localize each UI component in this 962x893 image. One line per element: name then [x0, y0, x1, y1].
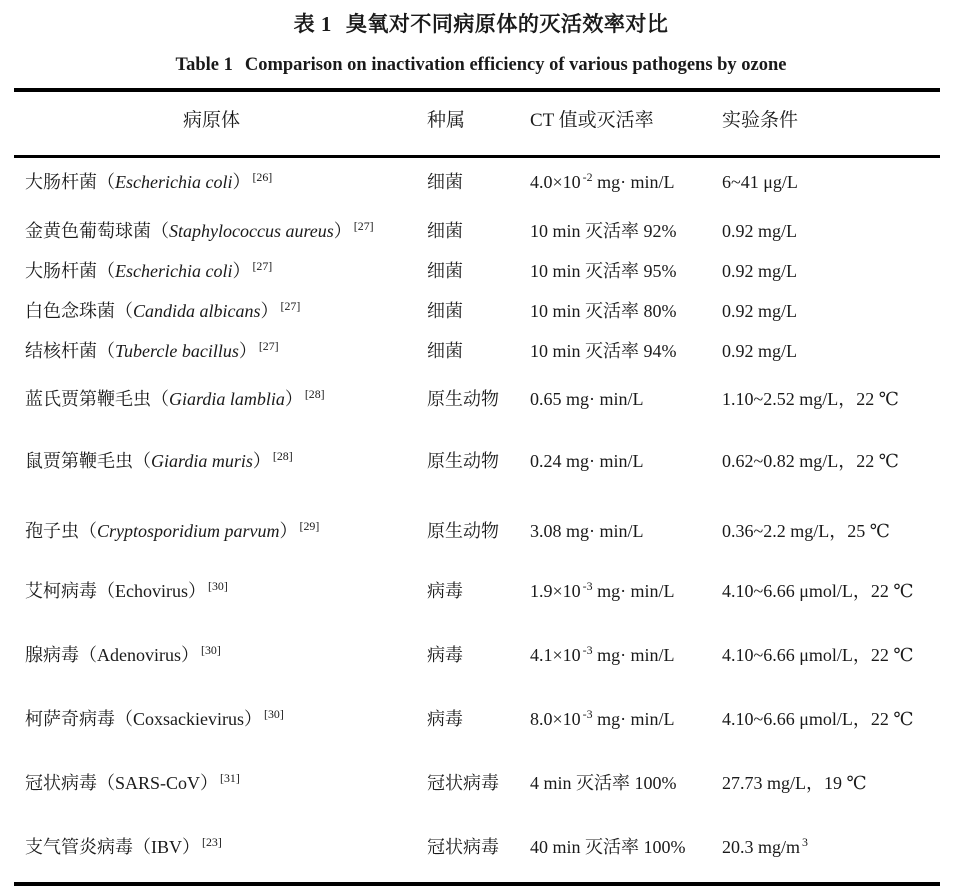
ct-mantissa: 4.1×10	[530, 645, 581, 665]
paren-close: ）	[238, 341, 257, 361]
table-row	[0, 216, 962, 246]
cell-ct-value: 40 min 灭活率 100%	[530, 837, 686, 857]
cell-genus: 原生动物	[427, 389, 499, 409]
cell-genus: 细菌	[427, 261, 463, 281]
paren-close: ）	[284, 389, 303, 409]
cell-conditions: 0.62~0.82 mg/L，22 ℃	[722, 451, 899, 471]
cell-pathogen	[25, 768, 420, 798]
table-number-english: Table 1	[175, 55, 233, 75]
cell-pathogen	[25, 296, 420, 326]
pathogen-name-chinese: 大肠杆菌	[25, 261, 97, 281]
paren-open: （	[97, 341, 115, 361]
cell-ct-value	[530, 704, 720, 734]
pathogen-name-latin: Giardia lamblia	[169, 389, 285, 409]
pathogen-name-latin: Adenovirus	[97, 645, 181, 665]
paren-open: （	[151, 389, 169, 409]
pathogen-name-latin: Giardia muris	[151, 451, 253, 471]
paren-close: ）	[200, 773, 219, 793]
cell-conditions: 27.73 mg/L，19 ℃	[722, 773, 867, 793]
pathogen-name-chinese: 大肠杆菌	[25, 172, 97, 192]
table-header-rule	[14, 155, 940, 158]
reference-marker: [28]	[304, 387, 325, 401]
paren-open: （	[97, 581, 115, 601]
cell-conditions	[722, 832, 957, 862]
paren-close: ）	[182, 837, 200, 857]
table-row	[0, 832, 962, 862]
paren-open: （	[97, 261, 115, 281]
pathogen-name-chinese: 蓝氏贾第鞭毛虫	[25, 389, 151, 409]
table-row	[0, 516, 962, 546]
paren-close: ）	[232, 172, 251, 192]
table-row	[0, 336, 962, 366]
reference-marker: [30]	[201, 643, 221, 657]
reference-marker: [29]	[299, 519, 320, 533]
cell-pathogen	[25, 640, 420, 670]
ct-unit: mg· min/L	[592, 581, 675, 601]
cell-conditions: 0.92 mg/L	[722, 221, 797, 241]
cell-pathogen	[25, 216, 420, 246]
paren-close: ）	[333, 221, 352, 241]
reference-marker: [31]	[220, 771, 240, 785]
column-header-conditions: 实验条件	[722, 110, 799, 131]
cell-pathogen	[25, 832, 420, 862]
paren-close: ）	[181, 645, 199, 665]
table-row	[0, 296, 962, 326]
reference-marker: [23]	[202, 835, 222, 849]
cell-ct-value: 10 min 灭活率 95%	[530, 261, 677, 281]
table-row	[0, 167, 962, 197]
pathogen-name-latin: IBV	[151, 837, 182, 857]
cell-genus: 原生动物	[427, 521, 499, 541]
table-title-chinese: 臭氧对不同病原体的灭活效率对比	[345, 12, 669, 36]
pathogen-name-latin: Cryptosporidium parvum	[97, 521, 280, 541]
pathogen-name-chinese: 白色念珠菌	[25, 301, 115, 321]
cell-ct-value: 10 min 灭活率 92%	[530, 221, 677, 241]
pathogen-name-chinese: 鼠贾第鞭毛虫	[25, 451, 133, 471]
column-header-ct-value: CT 值或灭活率	[530, 110, 654, 131]
paren-open: （	[115, 709, 133, 729]
cell-pathogen	[25, 256, 420, 286]
ct-exponent: -3	[582, 579, 593, 593]
paren-open: （	[79, 645, 97, 665]
pathogen-name-chinese: 结核杆菌	[25, 341, 97, 361]
column-header-pathogen: 病原体	[182, 110, 240, 131]
cell-ct-value	[530, 640, 720, 670]
table-number-chinese: 表 1	[293, 12, 332, 36]
table-row	[0, 256, 962, 286]
conditions-exponent: 3	[802, 835, 808, 849]
paren-open: （	[97, 773, 115, 793]
conditions-base: 20.3 mg/m	[722, 837, 801, 857]
reference-marker: [30]	[263, 707, 284, 721]
cell-ct-value: 3.08 mg· min/L	[530, 521, 644, 541]
cell-pathogen	[25, 704, 420, 734]
pathogen-name-chinese: 腺病毒	[25, 645, 79, 665]
reference-marker: [30]	[207, 579, 228, 593]
pathogen-name-chinese: 金黄色葡萄球菌	[25, 221, 151, 241]
table-row	[0, 384, 962, 414]
pathogen-name-latin: Escherichia coli	[115, 172, 233, 192]
ct-unit: mg· min/L	[592, 709, 675, 729]
table-row	[0, 576, 962, 606]
cell-ct-value: 0.65 mg· min/L	[530, 389, 644, 409]
table-row	[0, 704, 962, 734]
cell-conditions: 0.92 mg/L	[722, 341, 797, 361]
cell-pathogen	[25, 516, 420, 546]
cell-genus: 细菌	[427, 341, 463, 361]
paren-close: ）	[252, 451, 271, 471]
ct-mantissa: 8.0×10	[530, 709, 581, 729]
pathogen-name-latin: Tubercle bacillus	[115, 341, 239, 361]
ct-unit: mg· min/L	[592, 645, 675, 665]
pathogen-name-latin: Staphylococcus aureus	[169, 221, 334, 241]
cell-ct-value: 4 min 灭活率 100%	[530, 773, 677, 793]
table-header-row	[0, 106, 962, 136]
cell-conditions: 4.10~6.66 μmol/L，22 ℃	[722, 581, 914, 601]
pathogen-name-latin: SARS-CoV	[115, 773, 201, 793]
cell-genus: 冠状病毒	[427, 837, 499, 857]
cell-genus: 病毒	[427, 645, 463, 665]
pathogen-name-latin: Escherichia coli	[115, 261, 233, 281]
table-bottom-rule	[14, 882, 940, 886]
paren-close: ）	[243, 709, 262, 729]
cell-genus: 细菌	[427, 172, 463, 192]
paren-open: （	[79, 521, 97, 541]
cell-conditions: 4.10~6.66 μmol/L，22 ℃	[722, 645, 914, 665]
table-top-rule	[14, 88, 940, 92]
paren-close: ）	[232, 261, 251, 281]
reference-marker: [27]	[252, 259, 273, 273]
cell-ct-value: 10 min 灭活率 94%	[530, 341, 677, 361]
cell-conditions: 1.10~2.52 mg/L，22 ℃	[722, 389, 899, 409]
cell-pathogen	[25, 336, 420, 366]
cell-genus: 病毒	[427, 709, 463, 729]
table-row	[0, 446, 962, 476]
cell-conditions: 6~41 μg/L	[722, 172, 798, 192]
table-caption-chinese	[0, 8, 962, 38]
cell-genus: 细菌	[427, 301, 463, 321]
cell-ct-value: 10 min 灭活率 80%	[530, 301, 677, 321]
ct-mantissa: 1.9×10	[530, 581, 581, 601]
cell-pathogen	[25, 446, 420, 476]
table-row	[0, 640, 962, 670]
ct-exponent: -2	[582, 170, 593, 184]
cell-conditions: 0.92 mg/L	[722, 261, 797, 281]
column-header-genus: 种属	[427, 110, 466, 131]
cell-conditions: 4.10~6.66 μmol/L，22 ℃	[722, 709, 914, 729]
pathogen-name-latin: Candida albicans	[133, 301, 261, 321]
ct-exponent: -3	[582, 643, 593, 657]
cell-pathogen	[25, 167, 420, 197]
paren-close: ）	[187, 581, 206, 601]
pathogen-name-chinese: 支气管炎病毒	[25, 837, 133, 857]
pathogen-name-latin: Coxsackievirus	[133, 709, 244, 729]
paren-close: ）	[260, 301, 279, 321]
cell-ct-value	[530, 167, 720, 197]
reference-marker: [27]	[258, 339, 279, 353]
cell-ct-value: 0.24 mg· min/L	[530, 451, 644, 471]
ct-mantissa: 4.0×10	[530, 172, 581, 192]
cell-pathogen	[25, 576, 420, 606]
table-title-english: Comparison on inactivation efficiency of various pathogens by ozone	[244, 55, 787, 75]
cell-pathogen	[25, 384, 420, 414]
reference-marker: [27]	[353, 219, 374, 233]
pathogen-name-chinese: 冠状病毒	[25, 773, 97, 793]
cell-genus: 原生动物	[427, 451, 499, 471]
paren-open: （	[151, 221, 169, 241]
paren-close: ）	[279, 521, 298, 541]
reference-marker: [28]	[272, 449, 293, 463]
reference-marker: [26]	[252, 170, 273, 184]
paren-open: （	[115, 301, 133, 321]
pathogen-name-chinese: 艾柯病毒	[25, 581, 97, 601]
pathogen-name-latin: Echovirus	[115, 581, 188, 601]
paren-open: （	[133, 451, 151, 471]
ct-unit: mg· min/L	[592, 172, 675, 192]
table-row	[0, 768, 962, 798]
cell-conditions: 0.36~2.2 mg/L，25 ℃	[722, 521, 890, 541]
pathogen-name-chinese: 孢子虫	[25, 521, 79, 541]
ct-exponent: -3	[582, 707, 593, 721]
cell-genus: 细菌	[427, 221, 463, 241]
cell-ct-value	[530, 576, 720, 606]
table-caption-english	[0, 55, 962, 76]
cell-genus: 冠状病毒	[427, 773, 499, 793]
reference-marker: [27]	[280, 299, 301, 313]
cell-conditions: 0.92 mg/L	[722, 301, 797, 321]
paren-open: （	[97, 172, 115, 192]
paren-open: （	[133, 837, 151, 857]
cell-genus: 病毒	[427, 581, 463, 601]
pathogen-name-chinese: 柯萨奇病毒	[25, 709, 115, 729]
